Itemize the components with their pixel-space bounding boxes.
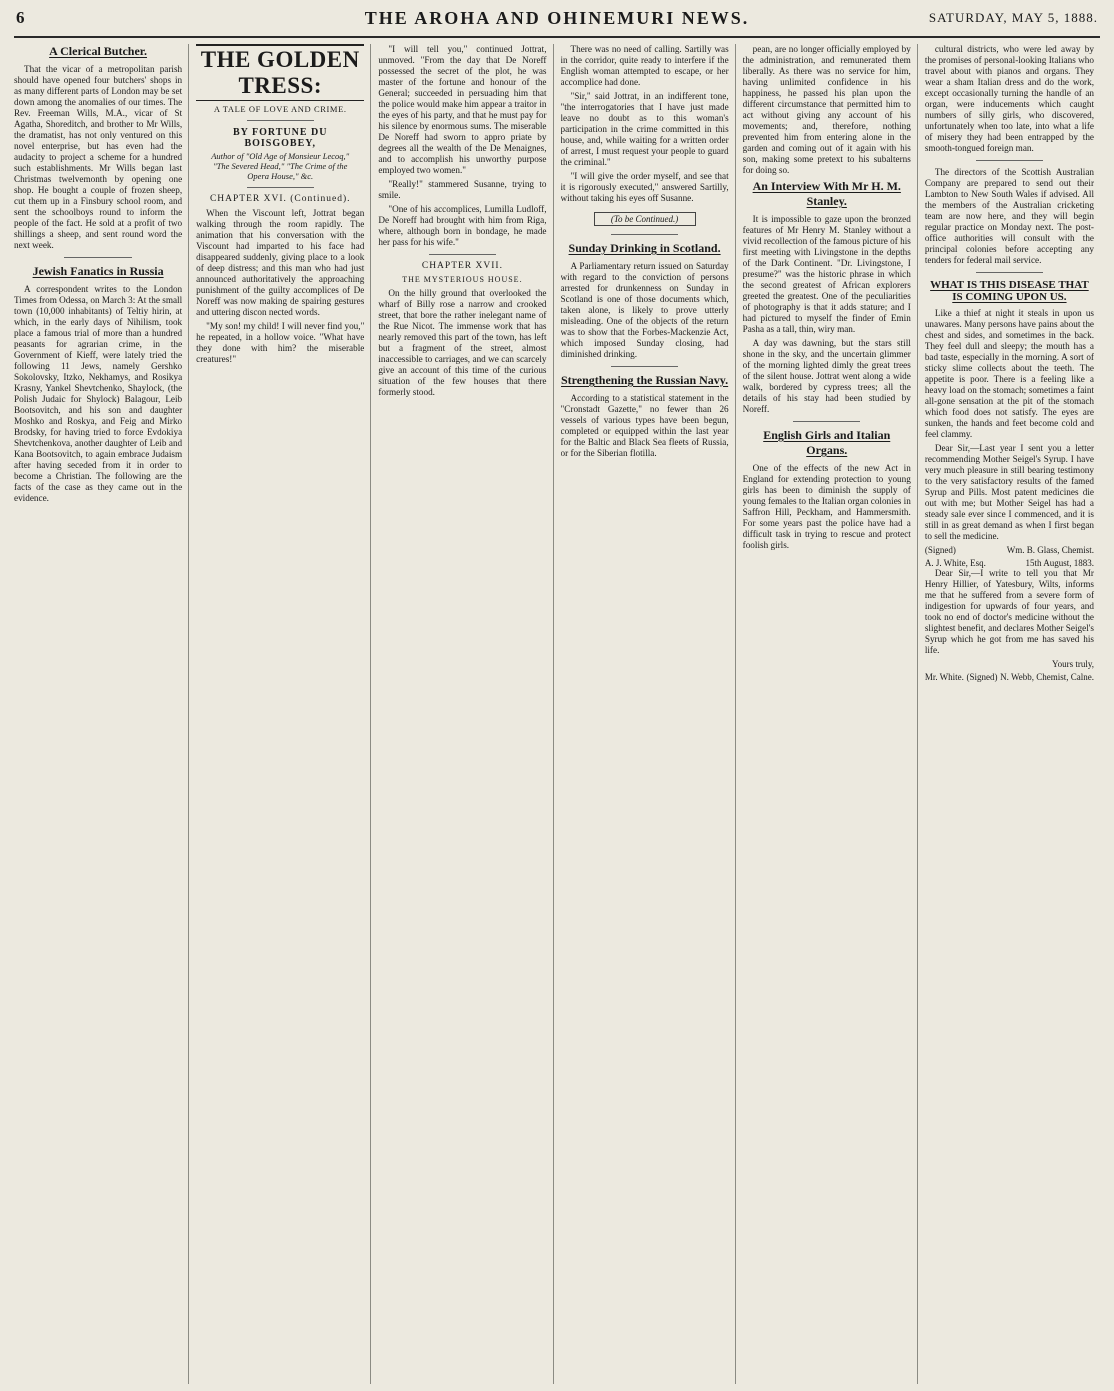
headline-english-girls: English Girls and Italian Organs. [763, 428, 891, 457]
divider [793, 421, 860, 422]
article-paragraph: There was no need of calling. Sartilly was in the corridor, quite ready to interfere if the English woman attempted to escape, or her accomplice had done. [560, 44, 729, 87]
divider [429, 254, 496, 255]
signed-label: (Signed) [924, 545, 956, 555]
article-paragraph: According to a statistical statement in the "Cronstadt Gazette," no fewer than 26 vessels of various types have been begun, completed or equipped within the last year for the Baltic and Black Sea fleets of Russia, or for the Siberian flotilla. [560, 393, 729, 458]
article-paragraph: Dear Sir,—I write to tell you that Mr Henry Hillier, of Yatesbury, Wilts, informs me that he suffered from a severe form of indigestion for upwards of four years, and took no end of doctor's medicine without the slightest benefit, and declares Mother Seigel's Syrup which he got from me has saved his life. [924, 568, 1094, 655]
advertisement-letter [925, 568, 1094, 656]
news-brief [925, 167, 1094, 266]
to-be-continued-label: (To be Continued.) [594, 212, 696, 226]
serial-byline: BY FORTUNE DU BOISGOBEY, [232, 127, 328, 149]
article-paragraph: A day was dawning, but the stars still shone in the sky, and the uncertain glimmer of the morning lighted dimly the great trees of the silent house. Jottrat went along a wide walk, bordered by cypress trees; all the details of his stay had been studied by Noreff. [742, 338, 911, 414]
article-paragraph: That the vicar of a metropolitan parish should have opened four butchers' shops in as many different parts of London may be set down among the anomalies of our times. The Rev. Freeman Wills, M.A., vicar of St Agatha, Shoreditch, and brother to Mr Wills, the dramatist, has not only ventured on this novel enterprise, but has even had the audacity to project a scheme for a hundred such establishments. Mr Wills began last Christmas twelvemonth by opening one shop. He bought a couple of frozen sheep, cut them up in a Finsbury school room, and sent the schoolboys round to inform the people of the fact. He sold at a profit of two shillings a sheep, and sent round word the next week. [14, 64, 183, 250]
article-english-girls [743, 463, 911, 551]
article-paragraph: "Sir," said Jottrat, in an indifferent tone, "the interrogatories that I have just made leave no doubt as to this woman's participation in the crime committed in this house, and, while waiting for a written order of arrest, I must request your people to guard the criminal." [560, 91, 729, 167]
addressee: Mr. White. [924, 672, 964, 682]
article-paragraph: When the Viscount left, Jottrat began walking through the room rapidly. The animation that his conversation with the Viscount had imparted to his face had disappeared suddenly, giving place to a look of deep distress; and this man who had just announced authoritatively the approaching punishment of the guilty accomplices of De Noreff was now making de spairing gestures and uttering discon nected words. [196, 208, 365, 317]
issue-date: SATURDAY, MAY 5, 1888. [928, 10, 1098, 25]
serial-text-chapter-17 [378, 288, 546, 398]
signed-label: (Signed) [966, 672, 998, 682]
article-english-girls-continued [925, 44, 1094, 154]
signatory: N. Webb, Chemist, Calne. [1000, 672, 1094, 682]
article-jewish-fanatics [14, 284, 182, 504]
chapter-subtitle: THE MYSTERIOUS HOUSE. [402, 275, 523, 284]
letter-date: 15th August, 1883. [1025, 558, 1094, 568]
signature-row [925, 672, 1094, 682]
article-paragraph: Like a thief at night it steals in upon us unawares. Many persons have pains about the chest and sides, and sometimes in the back. They feel dull and sleepy; the mouth has a bad taste, especially in the morning. A sort of sticky slime collects about the teeth. The appetite is poor. There is a feeling like a heavy load on the stomach; sometimes a faint all-gone sensation at the pit of the stomach which food does not satisfy. The eyes are sunken, the hands and feet become cold and feel clammy. [924, 308, 1094, 439]
column-3 [378, 44, 553, 1384]
closing: Yours truly, [1051, 659, 1094, 669]
article-russian-navy [561, 393, 729, 459]
article-paragraph: On the hilly ground that overlooked the wharf of Billy rose a narrow and crooked street, that bore the rather inelegant name of the Rue Nicot. The immense work that has nearly removed this part of the town, has left but a fragment of the street, almost inaccessible to carriages, and we can scarcely give an account of this time of the curious situation of the few houses that there formerly stood. [378, 288, 547, 397]
masthead [14, 6, 1100, 38]
headline-what-is-this-disease: WHAT IS THIS DISEASE THAT IS COMING UPON US. [930, 279, 1089, 303]
divider [64, 257, 131, 258]
advertisement-seigel-syrup [925, 308, 1094, 542]
article-paragraph: It is impossible to gaze upon the bronzed features of Mr Henry M. Stanley without a vivid recollection of the famous picture of his first meeting with Livingstone in the depths of the Dark Continent. "Dr. Livingstone, I presume?" was the historic phrase in which the second greatest of African explorers greeted the greatest. One of the peculiarities of photography is that it adds stature; and I had pictured to myself the finder of Emin Pasha as a tall, thin, wiry man. [742, 214, 911, 334]
serial-text-continued [378, 44, 546, 248]
divider [976, 160, 1044, 161]
article-paragraph: "My son! my child! I will never find you," he repeated, in a hollow voice. "What have they done with him? the miserable creatures!" [196, 321, 365, 364]
headline-stanley-interview: An Interview With Mr H. M. Stanley. [752, 179, 901, 208]
article-paragraph: "One of his accomplices, Lumilla Ludloff, De Noreff had brought with him from Riga, where, although born in bondage, he made her pass for his wife." [378, 204, 547, 247]
column-4 [561, 44, 736, 1384]
serial-title: THE GOLDEN TRESS: [196, 44, 364, 101]
article-clerical-butcher [14, 64, 182, 251]
divider [976, 272, 1044, 273]
column-5 [743, 44, 918, 1384]
column-6 [925, 44, 1100, 1384]
article-paragraph: cultural districts, who were led away by the promises of personal-looking Italians who travel about with pianos and organs. They wear a sham Italian dress and do the work, except occasionally turning the handle of an organ, were inducements which caught numbers of silly girls, who discovered, unfortunately when too late, into what a life of misery they had been entrapped by the smooth-tongued foreign man. [924, 44, 1094, 153]
serial-credits: Author of "Old Age of Monsieur Lecoq," "The Severed Head," "The Crime of the Opera House," &c. [211, 151, 350, 181]
column-2 [196, 44, 371, 1384]
article-paragraph: The directors of the Scottish Australian Company are prepared to send out their Lambton to New South Wales if advised. All the members of the Australian cricketing team are now here, and they will begin regular practice on Monday next. The post-office authorities will consult with the principal colonies before accepting any tenders for federal mail service. [924, 167, 1094, 265]
headline-clerical-butcher: A Clerical Butcher. [49, 44, 148, 58]
chapter-heading: CHAPTER XVII. [421, 261, 503, 271]
signature-row [925, 545, 1094, 555]
serial-text [196, 208, 364, 365]
article-sunday-drinking [561, 261, 729, 360]
divider [247, 120, 314, 121]
closing-row [925, 659, 1094, 669]
divider [247, 187, 314, 188]
article-paragraph: A Parliamentary return issued on Saturday with regard to the conviction of persons arrested for drunkenness on Sunday in Scotland is one of those documents which, taken alone, is likely to prove utterly misleading. One of the objects of the return was to show that the Forbes-Mackenzie Act, which imposed Sunday closing, had diminished drinking. [560, 261, 729, 359]
article-paragraph: A correspondent writes to the London Times from Odessa, on March 3: At the small town (10,000 inhabitants) of Teltiy hirin, at which, in the early days of Nihilism, took place a famous trial of more than a hundred peasants for agrarian crime, in the Government of Kieff, were lately tried the following 11 Jews, namely Gershko Sokolovsky, Itzko, Nekhamys, and Rosikya Krasny, Yankel Shevtchenko, Shaylock, (the Polish Judaic for Shylock) Balagour, Leib Bootsovitch, and his son and daughter Moshko and Roskya, and Feig and Mirko Brodsky, for having tried to force Evdokiya Shevtchenkova, another daughter of Leib and Kana Bootsovitch, to again embrace Judaism after having seceded from it in order to become a Christian. The following are the facts of the case as they came out in the evidence. [14, 284, 183, 503]
article-paragraph: One of the effects of the new Act in England for extending protection to young girls has been to diminish the supply of young females to the Italian organ colonies in Saffron Hill, Peckham, and Hammersmith. For some years past the police have had a difficult task in trying to rescue and protect foolish girls. [742, 463, 911, 550]
article-stanley-interview [743, 214, 911, 415]
newspaper-title: THE AROHA AND OHINEMURI NEWS. [364, 8, 750, 28]
signatory: Wm. B. Glass, Chemist. [1006, 545, 1094, 555]
article-paragraph: pean, are no longer officially employed by the administration, and remunerated them liberally. As there was no service for him, having unlimited confidence in his happiness, he passed his plan upon the different circumstance that permitted him to act without giving any account of his movements; and, therefore, nothing prevented him from entering alone in the garden and coming out of it again with his son, making some pretext to his subalterns for doing so. [742, 44, 911, 175]
letter-meta-row [925, 558, 1094, 568]
article-paragraph: "I will tell you," continued Jottrat, unmoved. "From the day that De Noreff possessed the secret of the plot, he was master of the fortune and honour of the General; succeeded in persuading him that the police would make him appear a traitor in the eyes of his party, and that he must pay for his silence by enormous sums. The miserable De Noreff had sworn to appro priate by degrees all the wealth of the De Menaignes, and to accomplish his unworthy purpose employed two women." [378, 44, 547, 175]
headline-russian-navy: Strengthening the Russian Navy. [561, 373, 729, 387]
chapter-heading: CHAPTER XVI. (Continued). [209, 194, 351, 204]
page-number: 6 [16, 8, 25, 27]
headline-sunday-drinking: Sunday Drinking in Scotland. [568, 241, 721, 255]
article-paragraph: "Really!" stammered Susanne, trying to smile. [378, 179, 547, 200]
headline-jewish-fanatics: Jewish Fanatics in Russia [32, 264, 164, 278]
column-1 [14, 44, 189, 1384]
serial-text-continued [743, 44, 911, 176]
article-columns [14, 44, 1100, 1384]
article-paragraph: "I will give the order myself, and see that it is rigorously executed," answered Sartilly, without taking his eyes off Susanne. [560, 171, 729, 203]
serial-subtitle: A TALE OF LOVE AND CRIME. [213, 104, 347, 114]
addressee: A. J. White, Esq. [924, 558, 986, 568]
divider [611, 234, 678, 235]
serial-text-continued [561, 44, 729, 204]
article-paragraph: Dear Sir,—Last year I sent you a letter recommending Mother Seigel's Syrup. I have very much pleasure in still bearing testimony to the very satisfactory results of the famed Syrup and Pills. Most patent medicines die out with me; but Mother Seigel has had a steady sale ever since I commenced, and it is still in as great demand as when I first began to sell the medicine. [924, 443, 1094, 541]
divider [611, 366, 678, 367]
